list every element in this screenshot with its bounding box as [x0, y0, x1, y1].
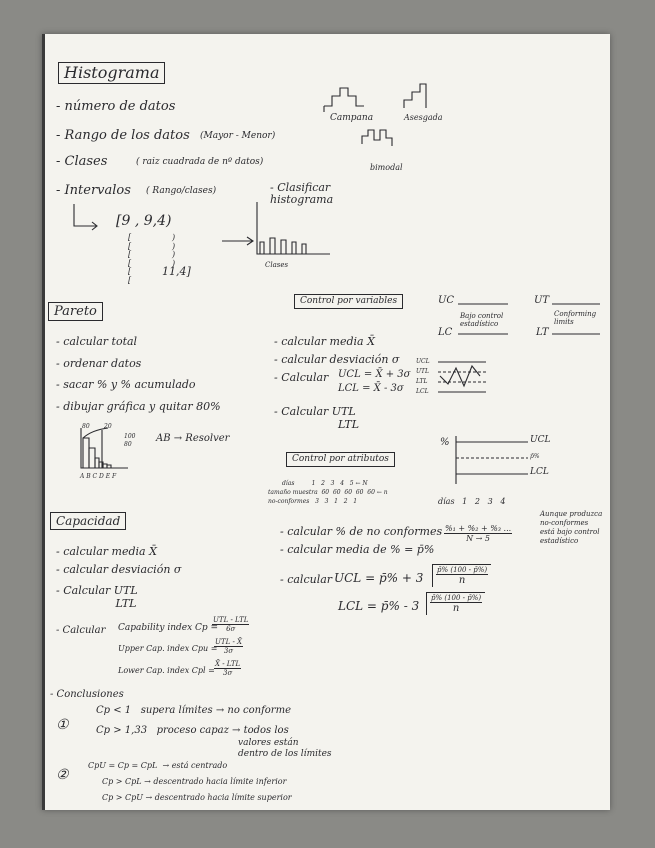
capacidad-title: Capacidad — [50, 512, 126, 530]
cv-small-chart — [426, 358, 496, 398]
cp-den: 6σ — [226, 625, 236, 633]
histograma-item-rango: - Rango de los datos — [56, 128, 190, 143]
pareto-label-100: 100 — [124, 433, 136, 440]
histograma-item-numero: - número de datos — [56, 99, 176, 114]
percent-denominator: N → 5 — [466, 534, 491, 543]
cp-fraction — [212, 616, 249, 633]
cap-calcular: - Calcular — [56, 625, 106, 636]
shape-asesgada: Asesgada — [404, 113, 443, 122]
histogram-shapes-sketch — [322, 82, 502, 172]
pareto-label-20: 20 — [104, 423, 112, 430]
arrow-icon — [62, 202, 122, 232]
pareto-categories: A B C D E F — [80, 473, 117, 480]
cp-label: Capability index Cp = — [118, 623, 219, 633]
clases-axis-label: Clases — [265, 261, 289, 269]
interval-brackets-left: [ [ [ [ [ [ — [128, 233, 132, 285]
conclusiones-heading: - Conclusiones — [50, 689, 124, 700]
conclusion-1-number: ① — [56, 717, 69, 733]
cpu-num: UTL - X̄ — [215, 638, 243, 646]
intervalos-note: ( Rango/clases) — [146, 186, 217, 196]
lc-label: LC — [438, 327, 453, 338]
conclusion-2-number: ② — [56, 767, 69, 783]
cpu-label: Upper Cap. index Cpu = — [118, 644, 218, 653]
atributos-row-tamano: tamaño muestra 60 60 60 60 60 ← n — [268, 489, 388, 496]
cap-item-media: - calcular media X̄ — [56, 545, 157, 558]
shape-campana: Campana — [330, 113, 374, 123]
interval-start: [9 , 9,4) — [116, 213, 172, 229]
clasificar-histograma: - Clasificar histograma — [270, 181, 334, 206]
lt-label: LT — [536, 327, 549, 338]
atributos-row-dias: días 1 2 3 4 5 ← N — [282, 480, 368, 487]
pareto-item-sacar: - sacar % y % acumulado — [56, 378, 196, 391]
conclusion-1a: Cp < 1 supera límites → no conforme — [96, 705, 291, 716]
cv-chart-ucl: UCL — [416, 358, 430, 365]
atributos-row-noconformes: no-conformes 3 3 1 2 1 — [268, 498, 358, 505]
cpu-den: 3σ — [223, 647, 234, 655]
cpl-num: X̄ - LTL — [215, 660, 241, 668]
histograma-title: Histograma — [58, 62, 165, 84]
cv-item-media: - calcular media X̄ — [274, 335, 375, 348]
ca-item-media: - calcular media de % = p̄% — [280, 543, 435, 556]
lcl-sqrt-num: p̄% (100 - p̄%) — [431, 594, 482, 602]
conclusion-1c: valores están dentro de los límites — [238, 738, 332, 759]
cv-chart-lcl: LCL — [416, 388, 429, 395]
rango-note: (Mayor - Menor) — [200, 131, 276, 141]
ucl-sqrt — [432, 564, 491, 587]
cp-num: UTL - LTL — [213, 616, 249, 624]
pareto-label-80: 80 — [82, 423, 90, 430]
ucl-sqrt-den: n — [458, 575, 466, 586]
cv-ltl: LTL — [338, 418, 360, 431]
pareto-ab-note: AB → Resolver — [156, 433, 230, 444]
percent-numerator: %₁ + %₂ + %₃ ... — [445, 524, 512, 533]
cv-item-desviacion: - calcular desviación σ — [274, 353, 400, 366]
interval-end: 11,4] — [162, 265, 191, 278]
ca-item-calcular: - calcular — [280, 573, 333, 586]
control-atributos-title: Control por atributos — [286, 452, 395, 467]
cv-item-calcular: - Calcular — [274, 371, 329, 384]
atributos-chart-ucl: UCL — [530, 435, 551, 445]
page-edge — [42, 34, 45, 810]
ca-ucl-prefix: UCL = p̄% + 3 — [334, 571, 424, 585]
histograma-item-clases: - Clases — [56, 154, 108, 169]
pareto-item-total: - calcular total — [56, 335, 138, 348]
cpu-fraction — [214, 638, 243, 655]
atributos-chart-y: % — [440, 437, 450, 448]
lcl-sqrt — [426, 592, 485, 615]
atributos-chart-pbar: p̄% — [530, 453, 540, 460]
conclusion-2b: Cp > CpL → descentrado hacia límite inferior — [102, 777, 287, 786]
cap-item-utl-ltl: - Calcular UTL LTL — [56, 584, 138, 610]
cv-lcl: LCL = X̄ - 3σ — [338, 383, 404, 394]
uc-label: UC — [438, 295, 455, 306]
histograma-item-intervalos: - Intervalos — [56, 183, 131, 198]
pareto-item-dibujar: - dibujar gráfica y quitar 80% — [56, 400, 221, 413]
atributos-note: Aunque produzca no-conformes está bajo control estadístico — [540, 510, 603, 545]
ca-lcl-prefix: LCL = p̄% - 3 — [338, 599, 420, 613]
percent-fraction — [444, 524, 512, 543]
atributos-chart-lcl: LCL — [530, 467, 549, 477]
conclusion-2c: Cp > CpU → descentrado hacia límite superior — [102, 793, 292, 802]
cap-item-desviacion: - calcular desviación σ — [56, 563, 182, 576]
cpl-label: Lower Cap. index Cpl = — [118, 666, 215, 675]
cv-ucl: UCL = X̄ + 3σ — [338, 369, 411, 380]
interval-brackets-right: ) ) ) ) — [172, 233, 176, 268]
cpl-fraction — [214, 660, 241, 677]
cv-chart-ltl: LTL — [416, 378, 428, 385]
ut-label: UT — [534, 295, 550, 306]
ucl-sqrt-num: p̄% (100 - p̄%) — [437, 566, 488, 574]
pareto-item-ordenar: - ordenar datos — [56, 357, 142, 370]
shape-bimodal: bimodal — [370, 163, 403, 172]
cpl-den: 3σ — [222, 669, 233, 677]
conclusion-1b: Cp > 1,33 proceso capaz → todos los — [96, 725, 289, 736]
bajo-control-note: Bajo control estadístico — [460, 312, 504, 328]
atributos-chart-x: días 1 2 3 4 — [438, 497, 506, 506]
pareto-title: Pareto — [48, 302, 103, 321]
cv-chart-utl: UTL — [416, 368, 430, 375]
notebook-page — [42, 34, 610, 810]
conforming-limits-note: Conforming limits — [554, 310, 597, 326]
lcl-sqrt-den: n — [452, 603, 460, 614]
control-variables-title: Control por variables — [294, 294, 403, 309]
cv-item-utl: - Calcular UTL — [274, 405, 356, 418]
pareto-label-80b: 80 — [124, 441, 132, 448]
atributos-chart-sketch — [452, 434, 532, 490]
ca-item-porcentaje: - calcular % de no conformes — [280, 525, 443, 538]
conclusion-2a: CpU = Cp = CpL → está centrado — [88, 761, 228, 770]
clases-note: ( raiz cuadrada de nº datos) — [136, 157, 264, 167]
